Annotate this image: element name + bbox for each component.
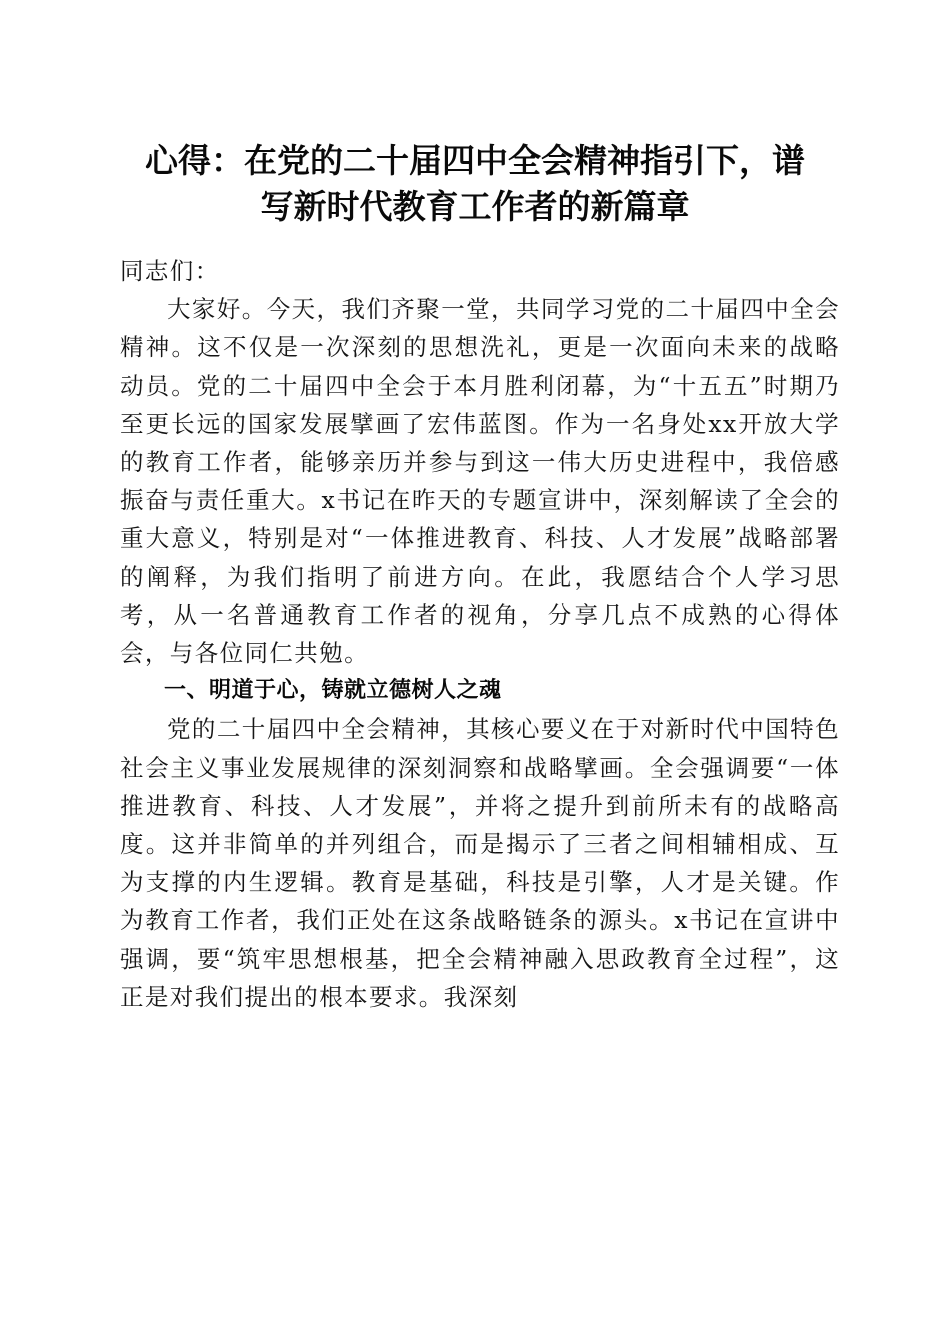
- paragraph-section-1: 党的二十届四中全会精神，其核心要义在于对新时代中国特色社会主义事业发展规律的深刻洞察和战略擘画。全会强调要“一体推进教育、科技、人才发展”，并将之提升到前所未有的战略高度。这并非简单的并列组合，而是揭示了三者之间相辅相成、互为支撑的内生逻辑。教育是基础，科技是引擎，人才是关键。作为教育工作者，我们正处在这条战略链条的源头。x书记在宣讲中强调，要“筑牢思想根基，把全会精神融入思政教育全过程”，这正是对我们提出的根本要求。我深刻: [120, 715, 840, 1011]
- title-line-1: 心得：在党的二十届四中全会精神指引下，谱: [145, 141, 805, 180]
- title-line-2: 写新时代教育工作者的新篇章: [260, 187, 690, 226]
- section-heading-1: 一、明道于心，铸就立德树人之魂: [164, 678, 502, 704]
- document-body: [120, 252, 840, 1016]
- salutation: 同志们：: [120, 257, 220, 285]
- document-title: [100, 138, 850, 230]
- paragraph-opening: 大家好。今天，我们齐聚一堂，共同学习党的二十届四中全会精神。这不仅是一次深刻的思想洗礼，更是一次面向未来的战略动员。党的二十届四中全会于本月胜利闭幕，为“十五五”时期乃至更长远的国家发展擘画了宏伟蓝图。作为一名身处xx开放大学的教育工作者，能够亲历并参与到这一伟大历史进程中，我倍感振奋与责任重大。x书记在昨天的专题宣讲中，深刻解读了全会的重大意义，特别是对“一体推进教育、科技、人才发展”战略部署的阐释，为我们指明了前进方向。在此，我愿结合个人学习思考，从一名普通教育工作者的视角，分享几点不成熟的心得体会，与各位同仁共勉。: [120, 295, 840, 668]
